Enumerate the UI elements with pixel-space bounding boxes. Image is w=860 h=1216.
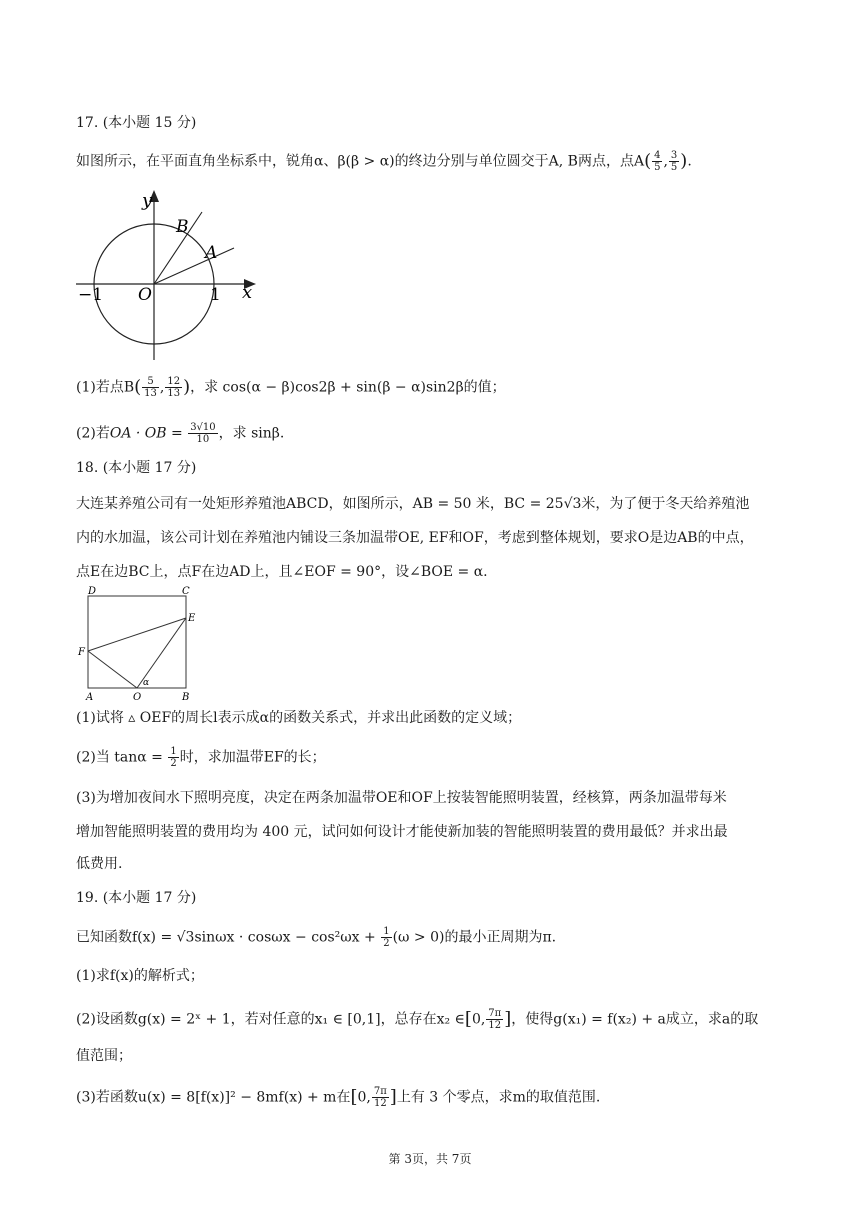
label-x: x: [242, 282, 253, 303]
q18-line3: 点E在边BC上，点F在边AD上，且∠EOF = 90°，设∠BOE = α.: [76, 564, 488, 580]
label-d: D: [88, 586, 97, 597]
label-b: B: [176, 217, 189, 237]
q19-part1: (1)求f(x)的解析式；: [76, 968, 204, 984]
pool-rect: [88, 596, 186, 688]
label-e: E: [188, 613, 196, 624]
q17-intro: 如图所示，在平面直角坐标系中，锐角α、β(β > α)的终边分别与单位圆交于A, B两点，点A( $\frac{4}{5}$ , $\frac{3}{5}$ ).: [76, 150, 692, 173]
b-x-frac: $\frac{5}{13}$: [144, 376, 157, 399]
q19-header: 19. (本小题 17 分): [76, 890, 197, 906]
q17-part2-frac: $\frac{3√10}{10}$: [190, 422, 216, 445]
label-y: y: [142, 190, 153, 211]
q17-unit-circle-figure: [76, 188, 266, 360]
q17-header: 17. (本小题 15 分): [76, 115, 197, 131]
q18-part3-line1: (3)为增加夜间水下照明亮度，决定在两条加温带OE和OF上按装智能照明装置，经核算，两条加温带每米: [76, 790, 727, 806]
q19-intro: 已知函数f(x) = √3sinωx · cosωx − cos²ωx + $\frac{1}{2}$ (ω > 0)的最小正周期为π.: [76, 926, 557, 949]
q19-part3-interval-frac: $\frac{7\pi}{12}$: [373, 1086, 387, 1109]
label-f: F: [78, 647, 85, 658]
a-x-frac: $\frac{4}{5}$: [654, 150, 661, 173]
q18-part3-line2: 增加智能照明装置的费用均为 400 元，试问如何设计才能使新加装的智能照明装置的费用最低？并求出最: [76, 824, 728, 840]
label-o: O: [133, 692, 142, 703]
segment-fe: [88, 618, 186, 651]
q18-rectangle-figure: [76, 584, 206, 704]
segment-fo: [88, 651, 137, 688]
label-neg1: −1: [78, 285, 104, 305]
q18-header: 18. (本小题 17 分): [76, 460, 197, 476]
q19-part2-interval-frac: $\frac{7\pi}{12}$: [488, 1008, 502, 1031]
a-y-frac: $\frac{3}{5}$: [670, 150, 678, 173]
q17-part1: (1)若点B( $\frac{5}{13}$ , $\frac{12}{13}$ )，求 cos(α − β)cos2β + sin(β − α)sin2β的值；: [76, 376, 506, 399]
page-footer: 第 3页，共 7页: [388, 1152, 472, 1166]
q19-part2: (2)设函数g(x) = 2ˣ + 1，若对任意的x₁ ∈ [0,1]，总存在x₂ ∈[0, $\frac{7\pi}{12}$ ]，使得g(x₁) = f(x₂) + a成立，求a的取: [76, 1008, 759, 1031]
q18-part1: (1)试将 ▵ OEF的周长l表示成α的函数关系式，并求出此函数的定义域；: [76, 710, 522, 726]
q18-part2: (2)当 tanα = $\frac{1}{2}$ 时，求加温带EF的长；: [76, 746, 326, 769]
q19-intro-frac: $\frac{1}{2}$: [383, 926, 390, 949]
q17-part2: (2)若OA · OB = $\frac{3√10}{10}$ ，求 sinβ.: [76, 422, 285, 445]
q17-intro-text: 如图所示，在平面直角坐标系中，锐角α、β(β > α)的终边分别与单位圆交于A, B两点，点A: [76, 153, 645, 170]
q19-part2-line2: 值范围；: [76, 1048, 132, 1064]
label-alpha: α: [143, 678, 150, 688]
q18-line1: 大连某养殖公司有一处矩形养殖池ABCD，如图所示，AB = 50 米，BC = 25√3米，为了便于冬天给养殖池: [76, 496, 750, 512]
q19-part3: (3)若函数u(x) = 8[f(x)]² − 8mf(x) + m在[0, $\frac{7\pi}{12}$ ]上有 3 个零点，求m的取值范围.: [76, 1086, 601, 1109]
label-a: A: [86, 692, 94, 703]
label-o: O: [138, 285, 152, 305]
q18-part2-frac: $\frac{1}{2}$: [170, 746, 177, 769]
label-b: B: [182, 692, 190, 703]
label-c: C: [182, 586, 190, 597]
q18-line2: 内的水加温，该公司计划在养殖池内铺设三条加温带OE, EF和OF，考虑到整体规划，要求O是边AB的中点，: [76, 530, 754, 546]
q18-part3-line3: 低费用.: [76, 856, 123, 872]
label-1: 1: [210, 285, 221, 305]
b-y-frac: $\frac{12}{13}$: [167, 376, 181, 399]
label-a: A: [205, 243, 218, 263]
